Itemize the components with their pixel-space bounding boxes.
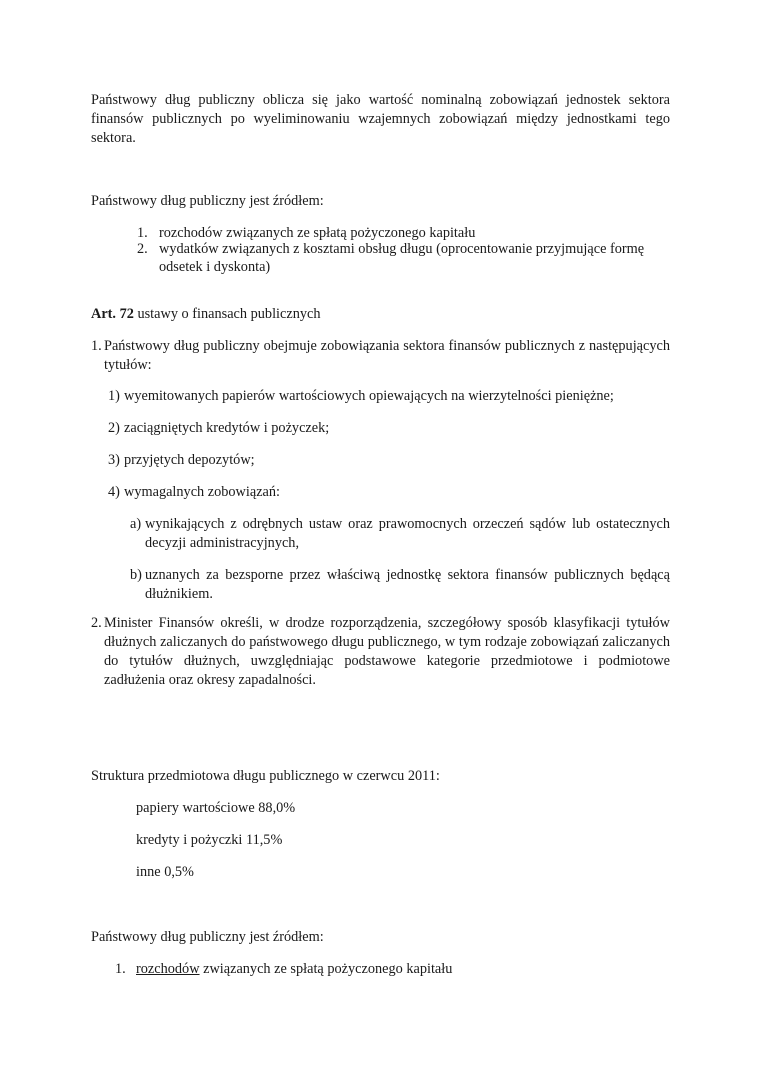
article-title: ustawy o finansach publicznych [133,306,321,322]
underlined-word: rozchodów [136,961,200,977]
source-heading-2: Państwowy dług publiczny jest źródłem: [91,929,324,945]
structure-item-securities: papiery wartościowe 88,0% [136,800,296,816]
subpoint-text: wymagalnych zobowiązań: [124,484,281,500]
point-number: 2. [91,615,102,631]
letter-item-a [130,515,670,553]
structure-item-other: inne 0,5% [136,864,194,880]
subpoint-4 [108,483,670,502]
subpoint-number: 2) [108,420,120,436]
point-number: 1. [91,338,102,354]
subpoint-1 [108,387,670,406]
list-text: wydatków związanych z kosztami obsług długu (oprocentowanie przyjmujące formę odsetek i dyskonta) [159,241,645,275]
source-list-2-item-1 [115,960,670,979]
subpoint-text: przyjętych depozytów; [124,452,255,468]
letter-text: uznanych za bezsporne przez właściwą jednostkę sektora finansów publicznych będącą dłużnikiem. [145,567,670,602]
list-text: rozchodów związanych ze spłatą pożyczonego kapitału [159,225,476,241]
list-number: 1. [137,225,148,241]
subpoint-number: 4) [108,484,120,500]
subpoint-text: zaciągniętych kredytów i pożyczek; [124,420,330,436]
letter-marker: a) [130,516,142,532]
subpoint-3 [108,451,670,470]
subpoint-2 [108,419,670,438]
source-list-item-2 [137,240,670,276]
structure-heading: Struktura przedmiotowa długu publicznego w czerwcu 2011: [91,768,440,784]
subpoint-number: 3) [108,452,120,468]
list-text: rozchodów związanych ze spłatą pożyczonego kapitału [136,961,453,977]
article-point-2 [91,614,670,690]
point-text: Państwowy dług publiczny obejmuje zobowiązania sektora finansów publicznych z następujących tytułów: [104,338,670,373]
article-heading [91,305,321,324]
list-number: 1. [115,961,126,977]
article-point-1 [91,337,670,375]
intro-paragraph: Państwowy dług publiczny oblicza się jako wartość nominalną zobowiązań jednostek sektora finansów publicznych po wyeliminowaniu wzajemnych zobowiązań między jednostkami tego sektora. [91,92,670,146]
article-number: Art. 72 [91,306,134,322]
subpoint-text: wyemitowanych papierów wartościowych opiewających na wierzytelności pieniężne; [124,388,614,404]
point-text: Minister Finansów określi, w drodze rozporządzenia, szczegółowy sposób klasyfikacji tytułów dłużnych zaliczanych do państwowego długu publicznego, w tym rodzaje zobowiązań zaliczanych do tytułów dłużnych, uwzględniając podstawowe kategorie przedmiotowe i podmiotowe zadłużenia oraz okresy zapadalności. [104,615,670,688]
letter-item-b [130,566,670,604]
subpoint-number: 1) [108,388,120,404]
structure-item-loans: kredyty i pożyczki 11,5% [136,832,283,848]
list-number: 2. [137,241,148,257]
source-heading-1: Państwowy dług publiczny jest źródłem: [91,193,324,209]
letter-marker: b) [130,567,142,583]
letter-text: wynikających z odrębnych ustaw oraz prawomocnych orzeczeń sądów lub ostatecznych decyzji administracyjnych, [145,516,670,551]
